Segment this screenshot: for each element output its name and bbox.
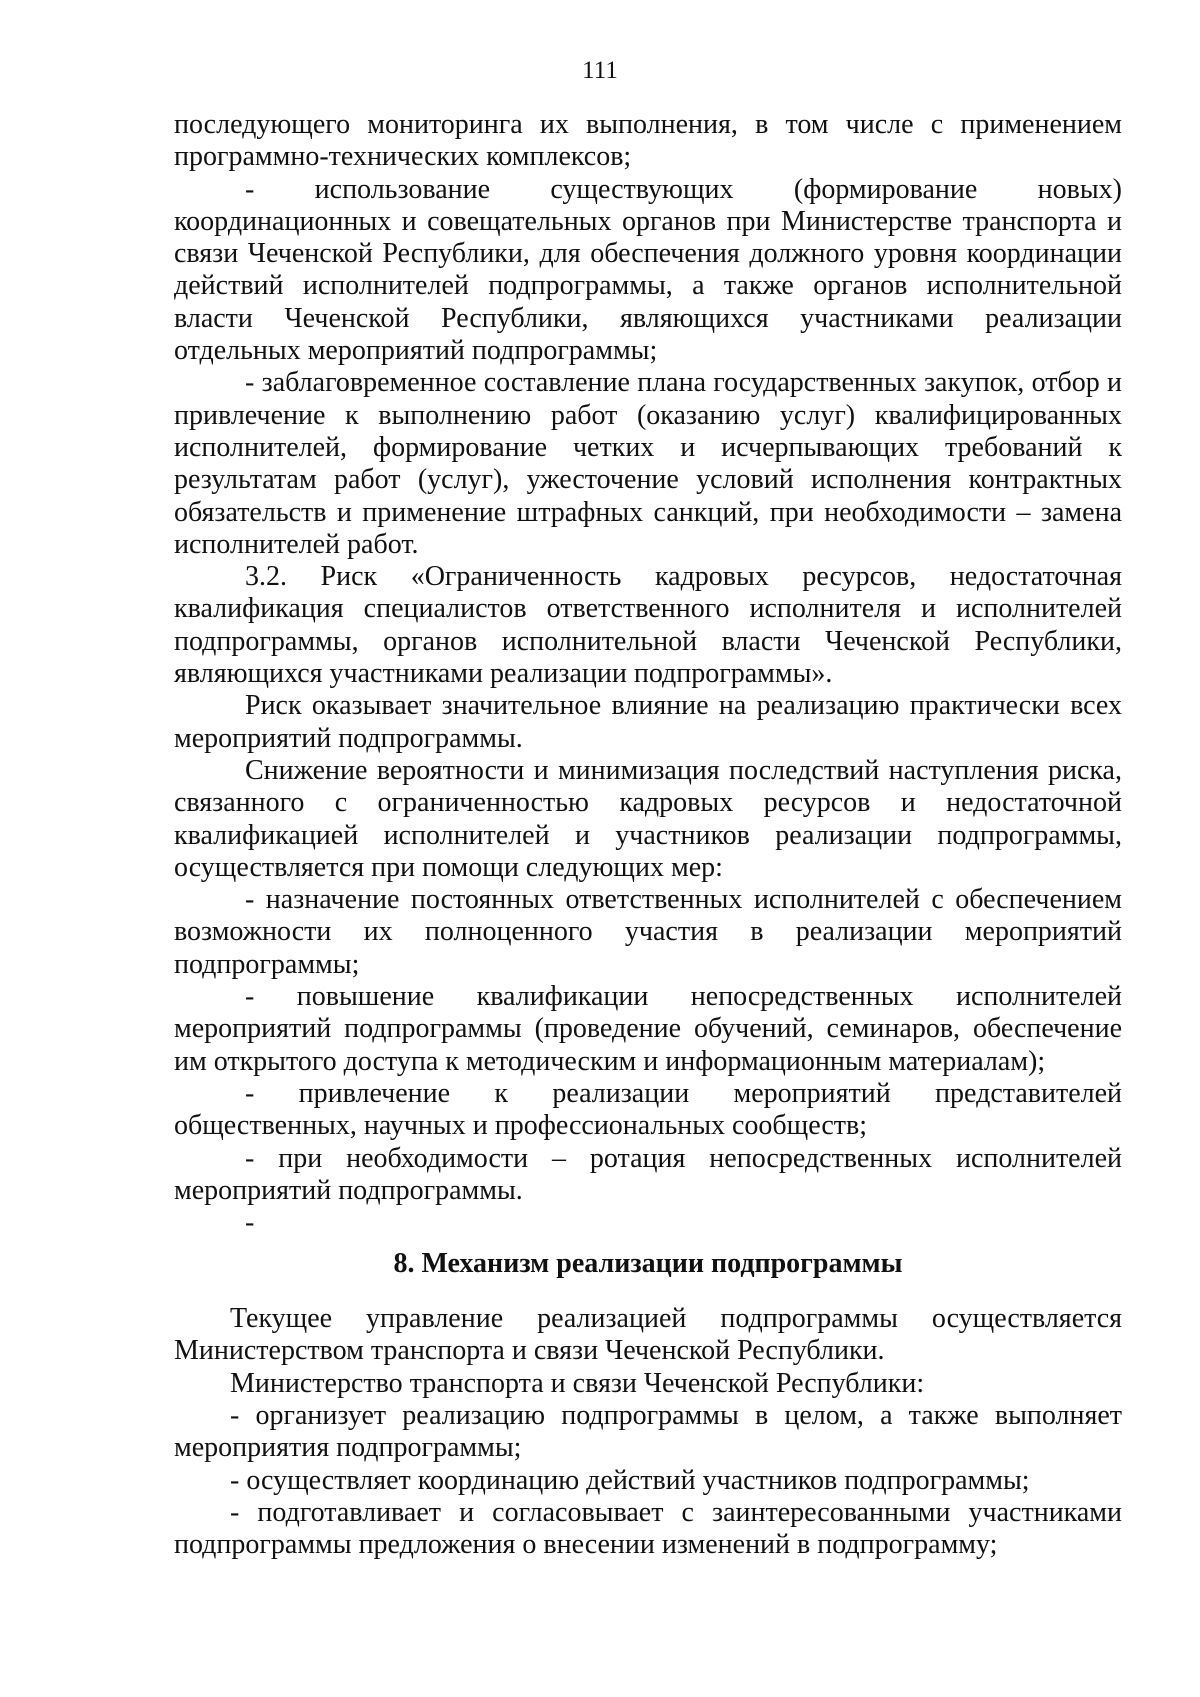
paragraph-current-management: Текущее управление реализацией подпрограммы осуществляется Министерством транспорта и связи Чеченской Республики. [174,1303,1122,1367]
lone-dash: - [245,1207,255,1239]
list-item-coordinates: - осуществляет координацию действий участников подпрограммы; [230,1464,1030,1496]
list-item-organizes: - организует реализацию подпрограммы в целом, а также выполняет мероприятия подпрограммы; [174,1399,1122,1464]
paragraph-ministry-intro: Министерство транспорта и связи Чеченской Республики: [230,1367,925,1399]
list-item-rotation: - при необходимости – ротация непосредственных исполнителей мероприятий подпрограммы. [174,1142,1122,1206]
paragraph-risk-influence: Риск оказывает значительное влияние на реализацию практически всех мероприятий подпрограммы. [174,690,1122,754]
list-item-community-involvement: - привлечение к реализации мероприятий представителей общественных, научных и профессиональных сообществ; [174,1077,1122,1142]
list-item-prepares-changes: - подготавливает и согласовывает с заинтересованными участниками подпрограммы предложения о внесении изменений в подпрограмму; [174,1496,1122,1561]
list-item-qualification: - повышение квалификации непосредственных исполнителей мероприятий подпрограммы (проведение обучений, семинаров, обеспечение им открытого доступа к методическим и информационным материалам); [174,981,1122,1077]
paragraph-risk-3-2: 3.2. Риск «Ограниченность кадровых ресурсов, недостаточная квалификация специалистов ответственного исполнителя и исполнителей подпрограммы, органов исполнительной власти Чеченской Республики, являющихся участниками реализации подпрограммы». [174,561,1122,690]
paragraph-risk-mitigation: Снижение вероятности и минимизация последствий наступления риска, связанного с ограниченностью кадровых ресурсов и недостаточной квалификацией исполнителей и участников реализации подпрограммы, осуществляется при помощи следующих мер: [174,754,1122,883]
section-heading: 8. Механизм реализации подпрограммы [393,1248,903,1280]
list-item-permanent-executors: - назначение постоянных ответственных исполнителей с обеспечением возможности их полноценного участия в реализации мероприятий подпрограммы; [174,884,1122,980]
document-body [174,109,1122,1561]
heading-spacer [174,1281,1122,1303]
paragraph-continuation: последующего мониторинга их выполнения, в том числе с применением программно-технических комплексов; [174,109,1122,173]
list-item-procurement-plan: - заблаговременное составление плана государственных закупок, отбор и привлечение к выполнению работ (оказанию услуг) квалифицированных исполнителей, формирование четких и исчерпывающих требований к результатам работ (услуг), ужесточение условий исполнения контрактных обязательств и применение штрафных санкций, при необходимости – замена исполнителей работ. [174,367,1122,560]
list-item-coordination-bodies: - использование существующих (формирование новых) координационных и совещательных органов при Министерстве транспорта и связи Чеченской Республики, для обеспечения должного уровня координации действий исполнителей подпрограммы, а также органов исполнительной власти Чеченской Республики, являющихся участниками реализации отдельных мероприятий подпрограммы; [174,173,1122,367]
page-number: 111 [582,57,618,84]
